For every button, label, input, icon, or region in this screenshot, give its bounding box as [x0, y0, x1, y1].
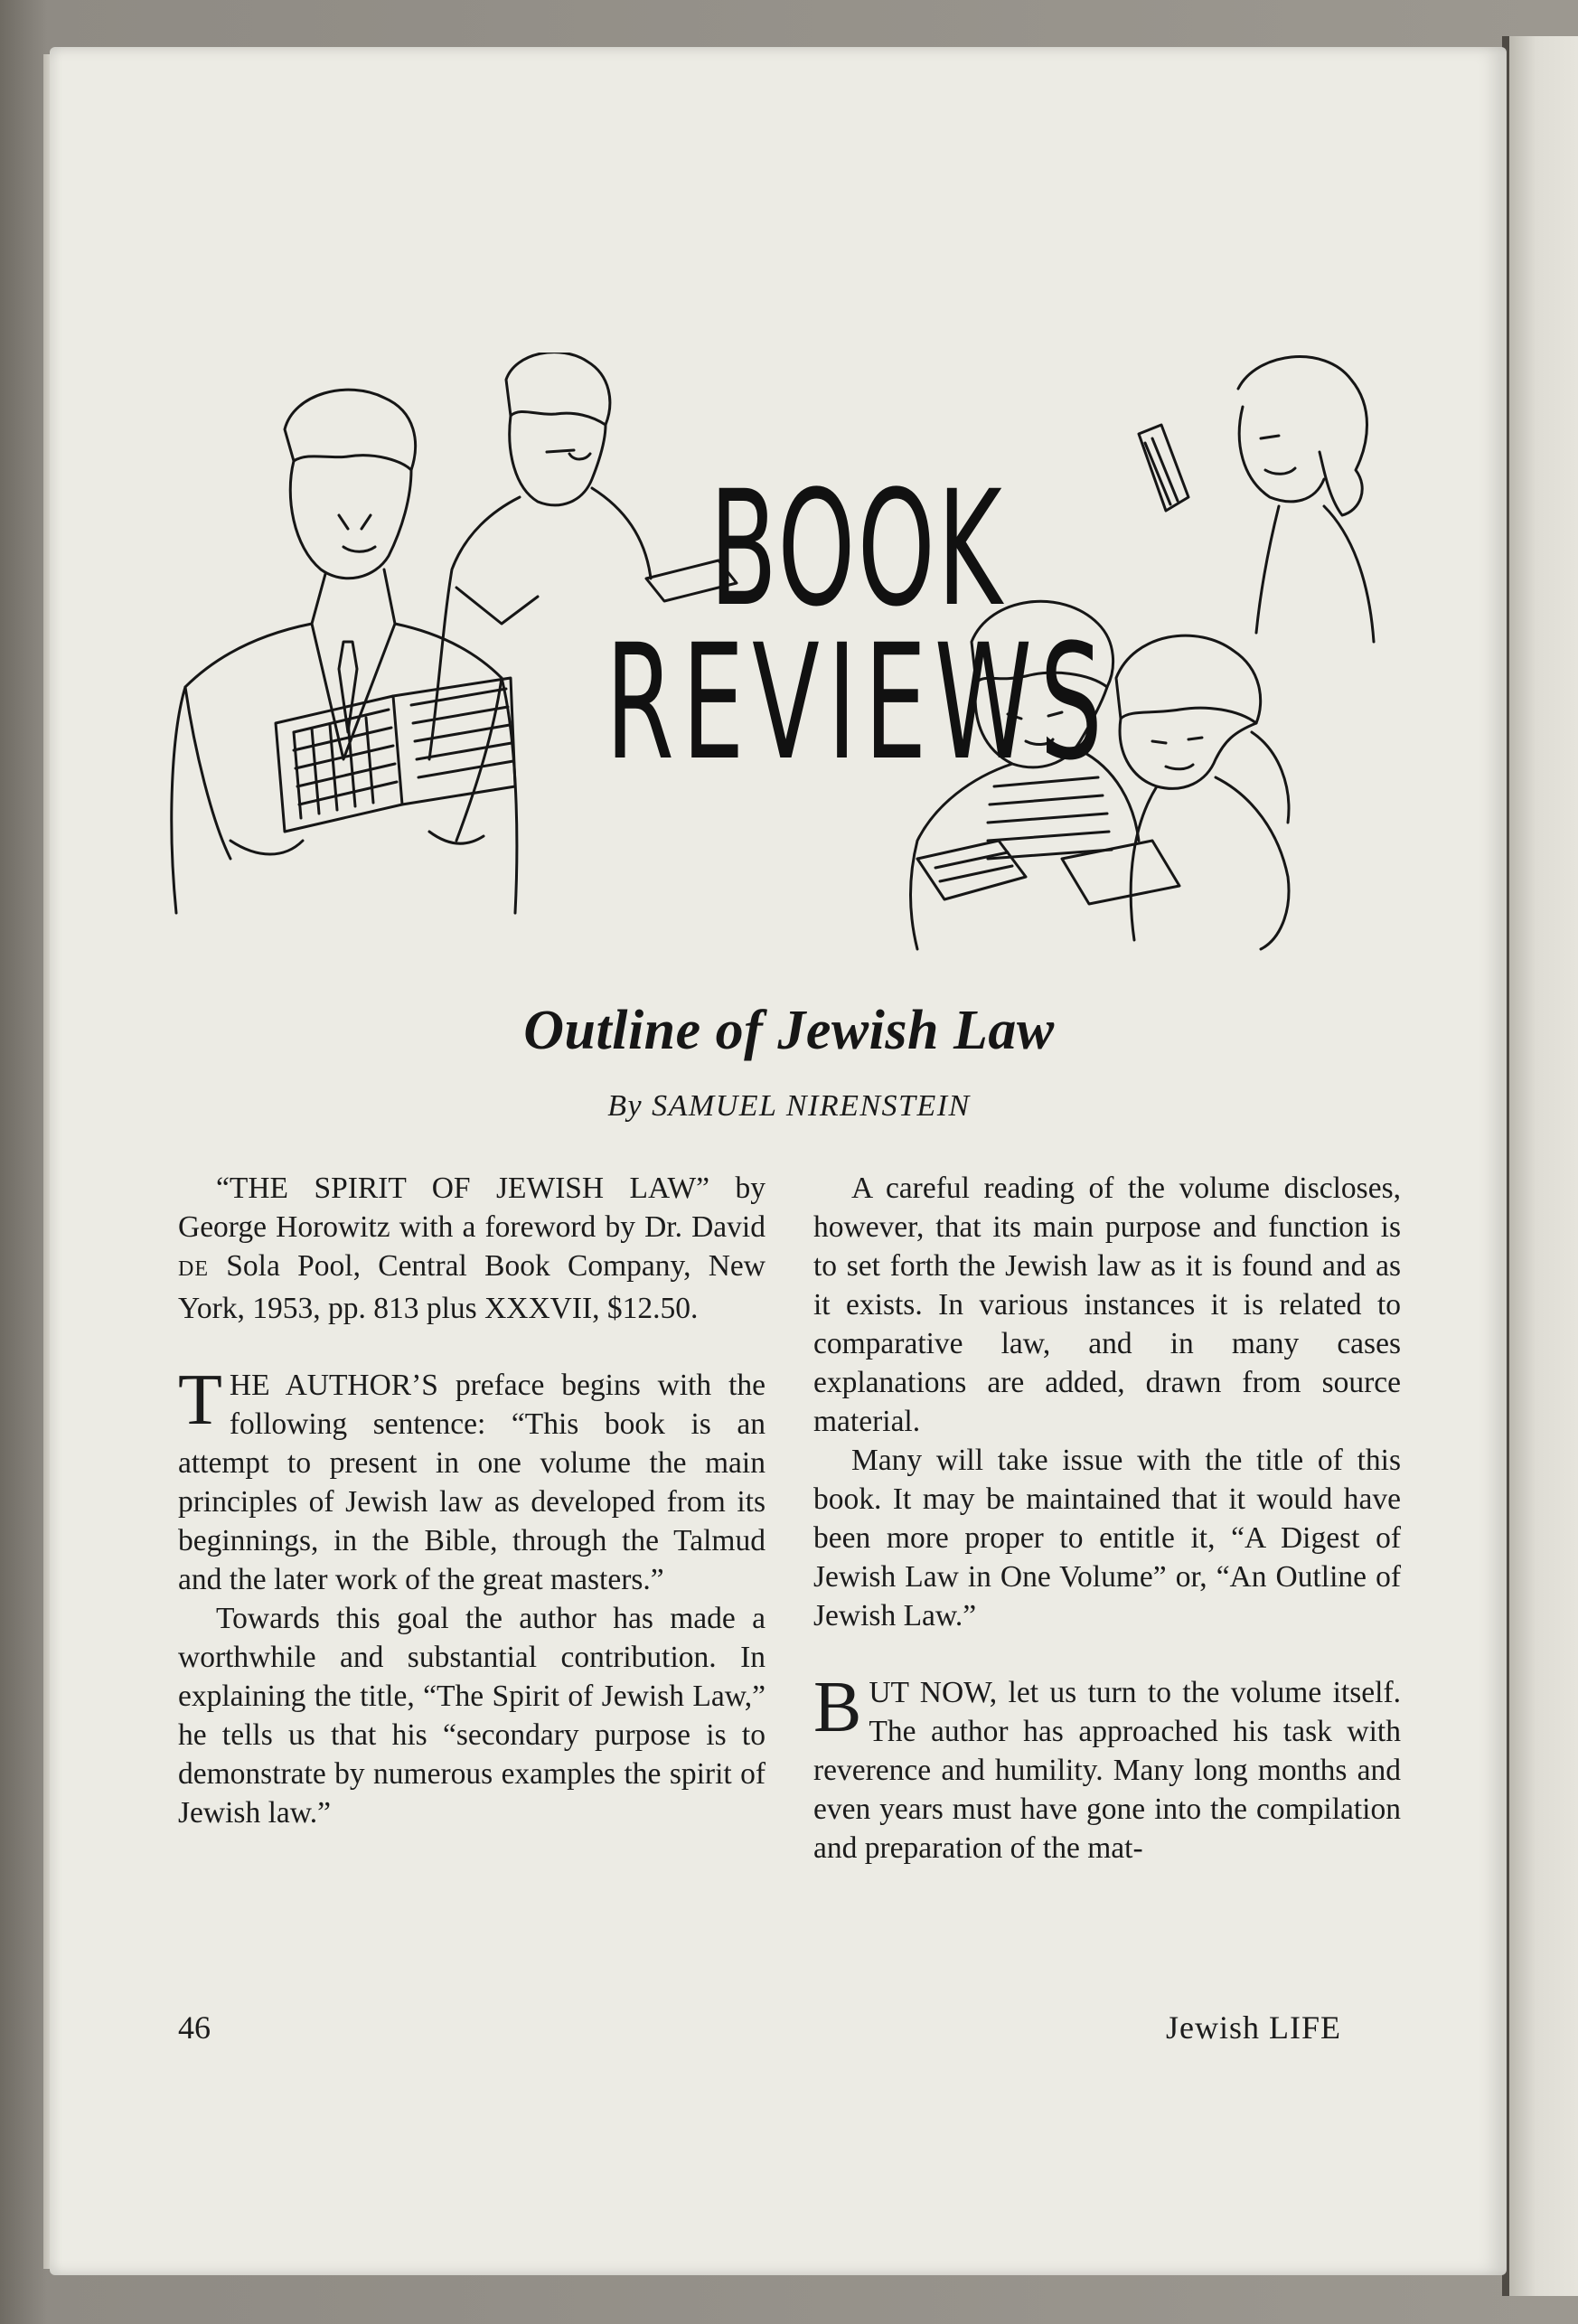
paragraph-text: HE AUTHOR’S preface begins with the following sentence: “This book is an attempt to present in one volume the main principles of Jewish law as developed from its beginnings, in the Bible, through the Talmud and the later work of the great masters.” [178, 1369, 766, 1596]
citation-text-a: “THE SPIRIT OF JEWISH LAW” by George Horowitz with a foreword by Dr. David [178, 1171, 766, 1244]
spacer [813, 1635, 1401, 1673]
citation-text-b: Sola Pool, Central Book Company, New York, 1953, pp. 813 plus XXXVII, $12.50. [178, 1249, 766, 1325]
open-book-icon [276, 678, 515, 832]
drop-cap: T [178, 1360, 222, 1440]
right-column [813, 1169, 1401, 1868]
magazine-name: Jewish LIFE [1166, 2009, 1341, 2046]
article-byline: By SAMUEL NIRENSTEIN [607, 1089, 971, 1123]
man-reading-figure [172, 390, 517, 913]
paragraph: Many will take issue with the title of this book. It may be maintained that it would have been more proper to entitle it, “A Digest of Jewish Law in One Volume” or, “An Outline of Jewish Law.” [813, 1444, 1401, 1632]
section-title-book: BOOK [709, 456, 1005, 642]
citation-de: DE [178, 1257, 209, 1281]
paragraph [813, 1668, 1401, 1868]
section-title-reviews: REVIEWS [606, 610, 1111, 795]
paragraph: A careful reading of the volume discloses, however, that its main purpose and function is to set forth the Jewish law as it is found and as it exists. In various instances it is related to comparative law, and in many cases explanations are added, drawn from source material. [813, 1171, 1401, 1438]
book-citation [178, 1169, 766, 1328]
woman-reading-figure [1139, 357, 1374, 642]
drop-cap: B [813, 1668, 862, 1747]
paragraph [178, 1360, 766, 1599]
next-page-edge [1508, 36, 1578, 2296]
paragraph-text: UT NOW, let us turn to the volume itself. The author has approached his task with reverence and humility. Many long months and even years must have gone into the compilation and preparation of the mat- [813, 1676, 1401, 1865]
page-number: 46 [178, 2009, 211, 2046]
paragraph: Towards this goal the author has made a worthwhile and substantial contribution. In explaining the title, “The Spirit of Jewish Law,” he tells us that his “secondary purpose is to demonstrate by numerous examples the spirit of Jewish law.” [178, 1602, 766, 1830]
article-title: Outline of Jewish Law [523, 1000, 1055, 1061]
left-column [178, 1169, 766, 1832]
spacer [178, 1328, 766, 1366]
